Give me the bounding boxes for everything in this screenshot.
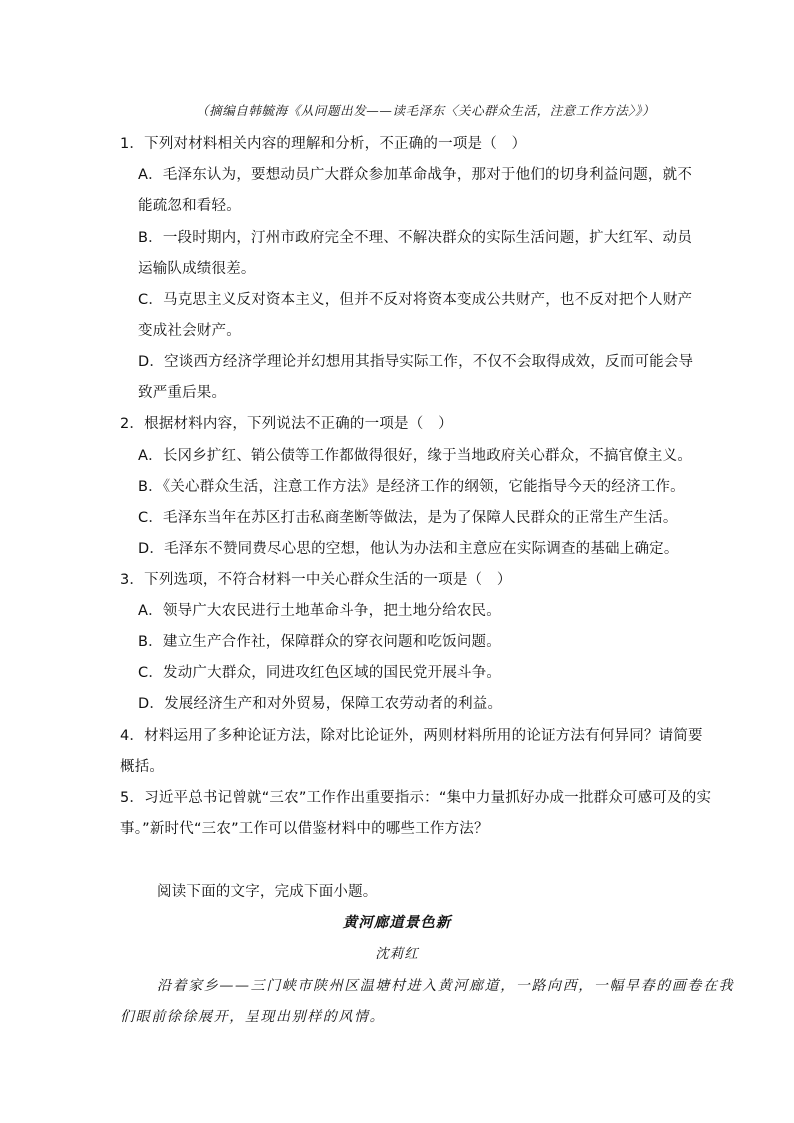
q1-option-c-line-1: C．马克思主义反对资本主义，但并不反对将资本变成公共财产，也不反对把个人财产 [138,292,693,308]
question-5-line-1: 5．习近平总书记曾就“三农”工作作出重要指示：“集中力量抓好办成一批群众可感可及的实 [120,790,712,806]
article-paragraph-line-1: 沿着家乡——三门峡市陕州区温塘村进入黄河廊道，一路向西，一幅早春的画卷在我 [157,978,735,994]
q2-option-b: B．《关心群众生活，注意工作方法》是经济工作的纲领，它能指导今天的经济工作。 [138,479,685,495]
source-citation: （摘编自韩毓海《从问题出发——读毛泽东〈关心群众生活，注意工作方法〉》） [196,103,656,118]
article-author: 沈莉红 [375,946,419,962]
q2-option-c: C．毛泽东当年在苏区打击私商垄断等做法，是为了保障人民群众的正常生产生活。 [138,510,678,526]
q1-option-a-line-1: A．毛泽东认为，要想动员广大群众参加革命战争，那对于他们的切身利益问题，就不 [138,167,693,183]
q3-option-b: B．建立生产合作社，保障群众的穿衣问题和吃饭问题。 [138,634,501,650]
q2-option-a: A．长冈乡扩红、销公债等工作都做得很好，缘于当地政府关心群众，不搞官僚主义。 [138,448,693,464]
article-title: 黄河廊道景色新 [342,914,452,931]
question-4-line-2: 概括。 [120,759,165,775]
question-5-line-2: 事。”新时代“三农”工作可以借鉴材料中的哪些工作方法？ [120,821,489,837]
q3-option-c: C．发动广大群众，同进攻红色区域的国民党开展斗争。 [138,665,502,681]
q3-option-a: A．领导广大农民进行土地革命斗争，把土地分给农民。 [138,603,501,619]
reading-prompt: 阅读下面的文字，完成下面小题。 [157,884,378,900]
q1-option-c-line-2: 变成社会财产。 [138,323,241,339]
q1-option-b-line-1: B．一段时期内，汀州市政府完全不理、不解决群众的实际生活问题，扩大红军、动员 [138,230,693,246]
q3-option-d: D．发展经济生产和对外贸易，保障工农劳动者的利益。 [138,696,503,712]
q1-option-b-line-2: 运输队成绩很差。 [138,261,256,277]
question-4-line-1: 4．材料运用了多种论证方法，除对比论证外，两则材料所用的论证方法有何异同？请简要 [120,728,703,744]
article-paragraph-line-2: 们眼前徐徐展开，呈现出别样的风情。 [120,1009,386,1025]
q2-option-d: D．毛泽东不赞同费尽心思的空想，他认为办法和主意应在实际调查的基础上确定。 [138,541,679,557]
q1-option-d-line-2: 致严重后果。 [138,385,227,401]
question-2-stem: 2．根据材料内容，下列说法不正确的一项是（ ） [120,416,453,432]
q1-option-d-line-1: D．空谈西方经济学理论并幻想用其指导实际工作，不仅不会取得成效，反而可能会导 [138,354,694,370]
question-1-stem: 1．下列对材料相关内容的理解和分析，不正确的一项是（ ） [120,136,527,152]
q1-option-a-line-2: 能疏忽和看轻。 [138,198,241,214]
question-3-stem: 3．下列选项，不符合材料一中关心群众生活的一项是（ ） [120,572,512,588]
